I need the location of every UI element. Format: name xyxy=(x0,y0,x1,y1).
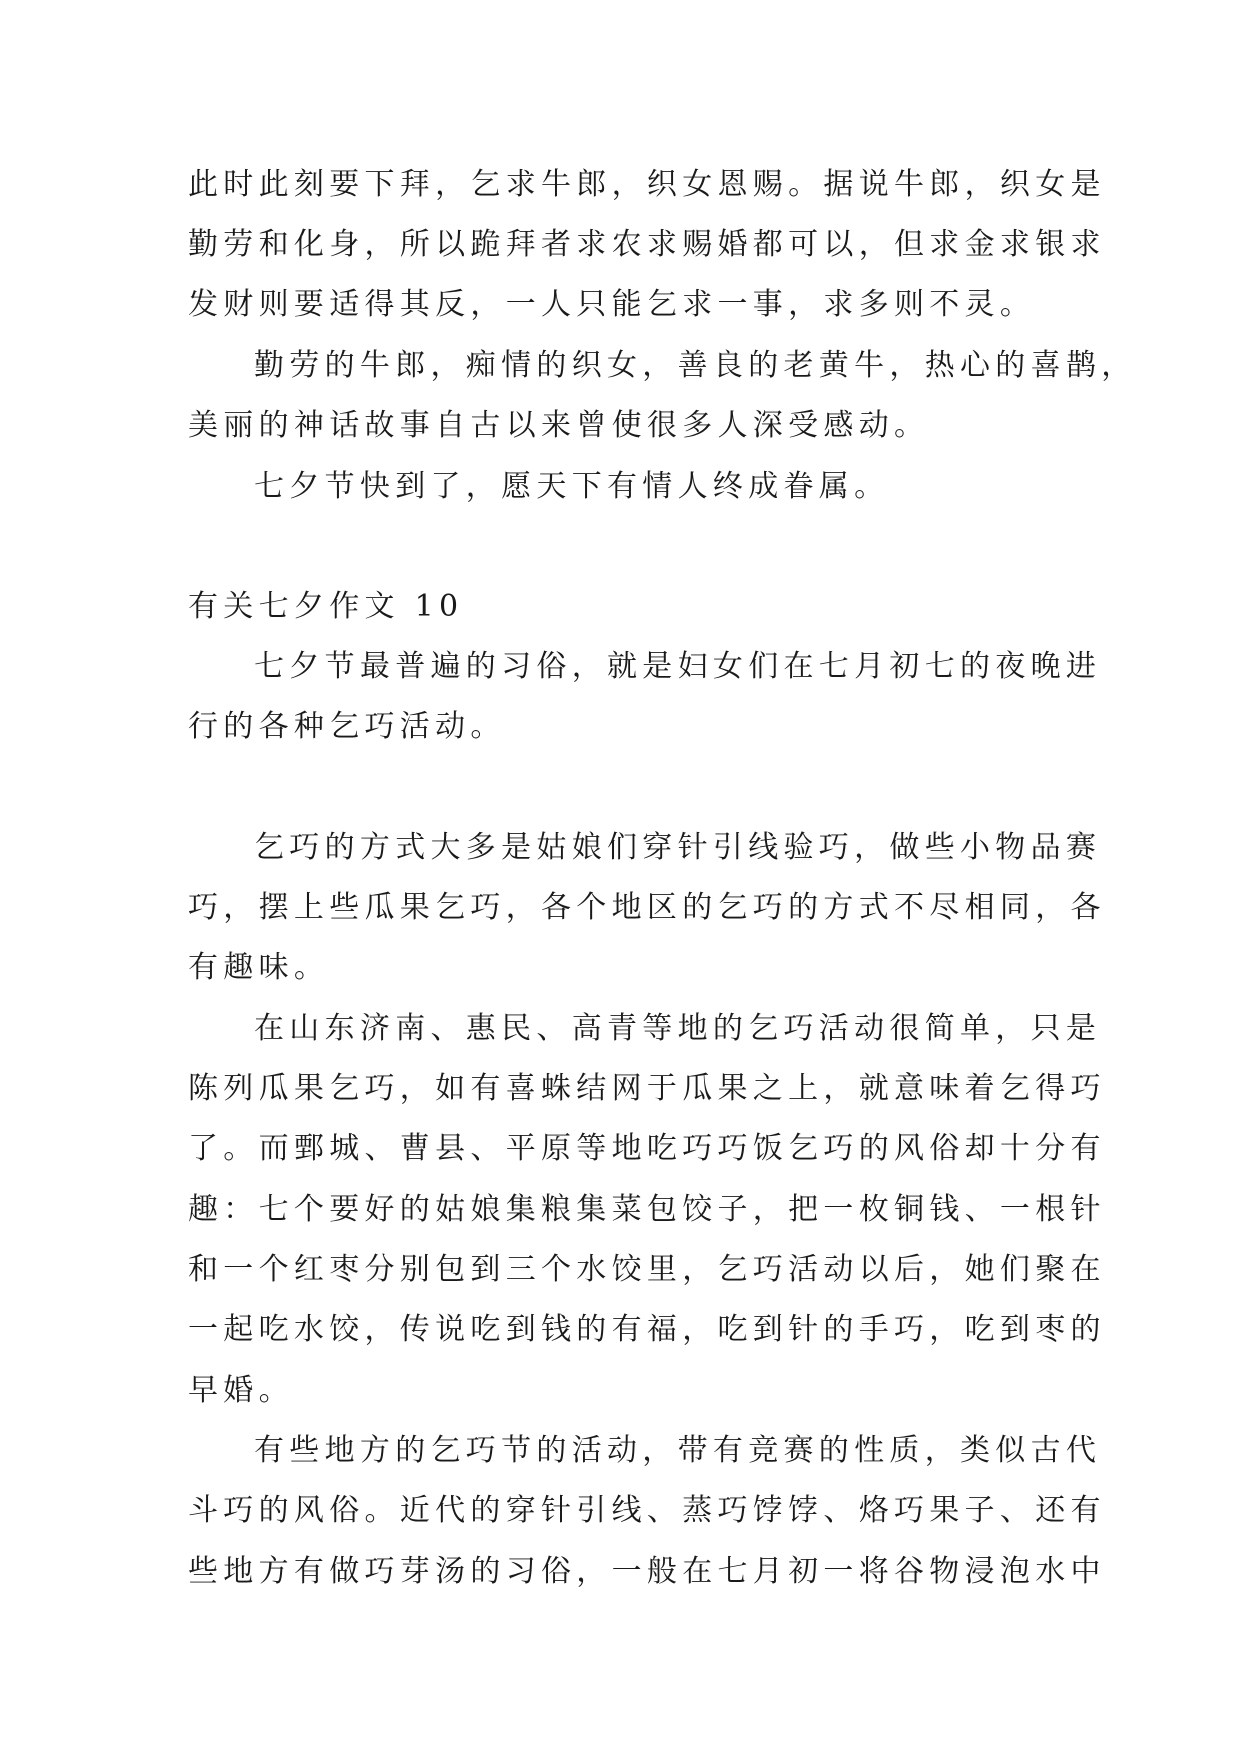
text-line: 七夕节快到了，愿天下有情人终成眷属。 xyxy=(254,469,890,504)
text-line: 斗巧的风俗。近代的穿针引线、蒸巧饽饽、烙巧果子、还有 xyxy=(188,1493,1106,1528)
text-line: 七夕节最普遍的习俗，就是妇女们在七月初七的夜晚进 xyxy=(254,649,1102,684)
text-line: 了。而鄄城、曹县、平原等地吃巧巧饭乞巧的风俗却十分有 xyxy=(188,1131,1106,1166)
text-line: 些地方有做巧芽汤的习俗，一般在七月初一将谷物浸泡水中 xyxy=(188,1554,1106,1589)
text-line: 巧，摆上些瓜果乞巧，各个地区的乞巧的方式不尽相同，各 xyxy=(188,890,1106,925)
text-line: 乞巧的方式大多是姑娘们穿针引线验巧，做些小物品赛 xyxy=(254,830,1102,865)
text-line: 勤劳和化身，所以跪拜者求农求赐婚都可以，但求金求银求 xyxy=(188,227,1106,262)
text-line: 美丽的神话故事自古以来曾使很多人深受感动。 xyxy=(188,408,930,443)
text-line: 在山东济南、惠民、高青等地的乞巧活动很简单，只是 xyxy=(254,1011,1102,1046)
text-line: 有趣味。 xyxy=(188,950,330,985)
text-line: 早婚。 xyxy=(188,1373,294,1408)
text-line: 勤劳的牛郎，痴情的织女，善良的老黄牛，热心的喜鹊， xyxy=(254,348,1137,383)
section-heading: 有关七夕作文 10 xyxy=(188,589,464,624)
text-line: 和一个红枣分别包到三个水饺里，乞巧活动以后，她们聚在 xyxy=(188,1252,1106,1287)
text-line: 发财则要适得其反，一人只能乞求一事，求多则不灵。 xyxy=(188,287,1036,322)
text-line: 此时此刻要下拜，乞求牛郎，织女恩赐。据说牛郎，织女是 xyxy=(188,167,1106,202)
text-line: 行的各种乞巧活动。 xyxy=(188,709,506,744)
text-line: 一起吃水饺，传说吃到钱的有福，吃到针的手巧，吃到枣的 xyxy=(188,1312,1106,1347)
text-line: 趣：七个要好的姑娘集粮集菜包饺子，把一枚铜钱、一根针 xyxy=(188,1192,1106,1227)
text-line: 有些地方的乞巧节的活动，带有竞赛的性质，类似古代 xyxy=(254,1433,1102,1468)
text-line: 陈列瓜果乞巧，如有喜蛛结网于瓜果之上，就意味着乞得巧 xyxy=(188,1071,1106,1106)
